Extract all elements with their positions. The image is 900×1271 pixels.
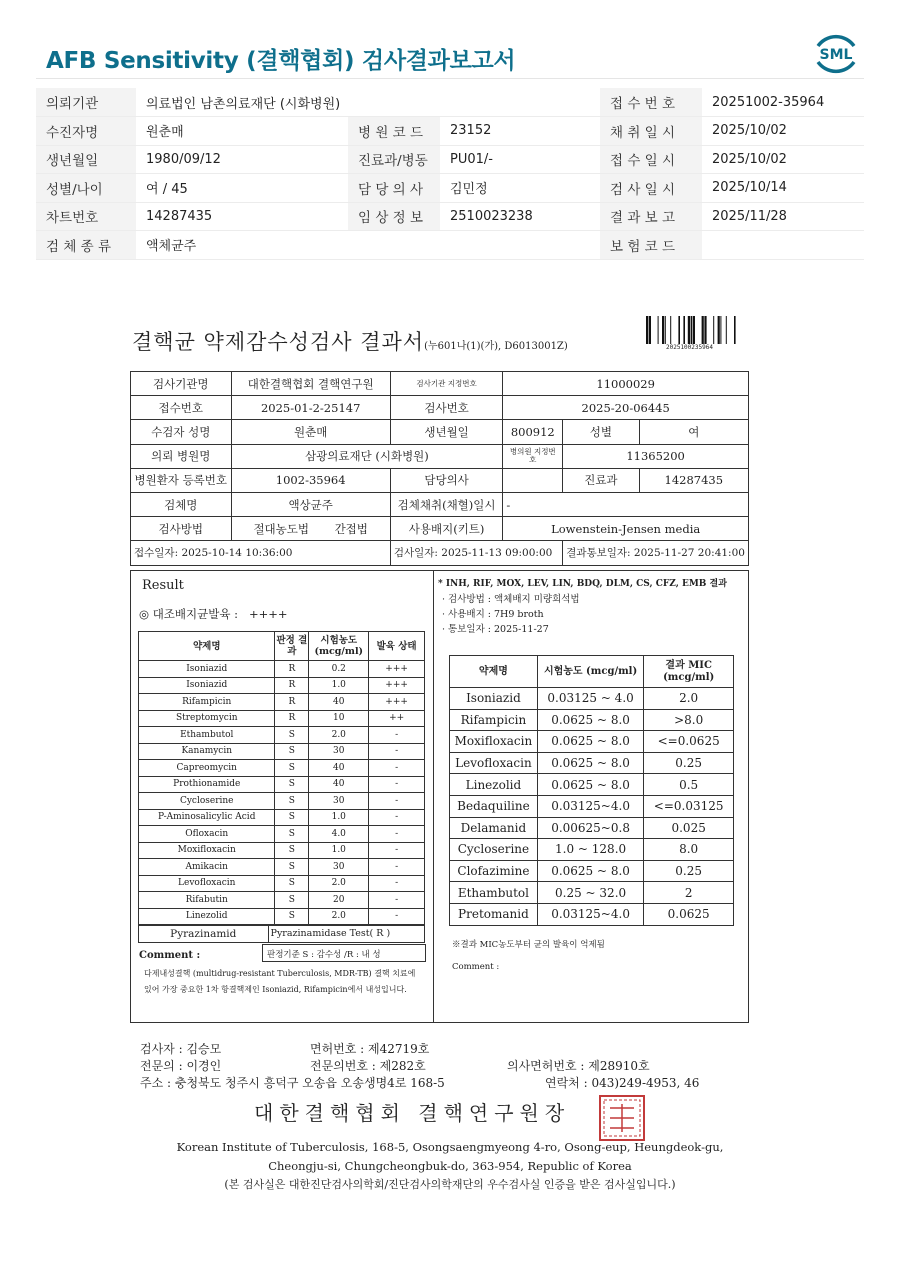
drug-cell: S xyxy=(275,892,309,909)
drug-cell: Amikacin xyxy=(139,859,275,876)
mic-cell: 0.025 xyxy=(644,817,734,839)
mic-row xyxy=(450,774,734,796)
drug-row xyxy=(139,661,425,678)
collect-label: 검체채취(채혈)일시 xyxy=(390,492,503,516)
mic-cell: 1.0 ~ 128.0 xyxy=(537,839,644,861)
drug-cell: - xyxy=(369,793,425,810)
patient-field-label: 수진자명 xyxy=(36,117,136,146)
control-value: ++++ xyxy=(248,607,288,621)
mic-date: · 통보일자 : 2025-11-27 xyxy=(442,624,549,635)
drug-cell: S xyxy=(275,859,309,876)
result-label: Result xyxy=(142,578,184,593)
drug-row xyxy=(139,694,425,711)
drug-cell: Levofloxacin xyxy=(139,875,275,892)
drug-cell: S xyxy=(275,743,309,760)
drug-cell: Moxifloxacin xyxy=(139,842,275,859)
drug-cell: S xyxy=(275,842,309,859)
drug-cell: 2.0 xyxy=(309,727,369,744)
patient-field-label: 성별/나이 xyxy=(36,174,136,203)
drug-cell: - xyxy=(369,892,425,909)
sml-logo xyxy=(808,28,864,78)
patient-field-label: 병 원 코 드 xyxy=(348,117,440,146)
drug-row xyxy=(139,743,425,760)
header-divider xyxy=(36,78,864,79)
doctor-label: 담당의사 xyxy=(390,468,503,492)
mic-row xyxy=(450,882,734,904)
patient-field-label: 진료과/병동 xyxy=(348,145,440,174)
drug-cell: R xyxy=(275,661,309,678)
lab-value: 대한결핵협회 결핵연구원 xyxy=(231,372,390,396)
mic-cell: 0.5 xyxy=(644,774,734,796)
drug-cell: R xyxy=(275,710,309,727)
patient-field-label: 임 상 정 보 xyxy=(348,202,440,231)
mic-header-cell: 시험농도 (mcg/ml) xyxy=(537,656,644,688)
drug-cell: 40 xyxy=(309,760,369,777)
drug-cell: Capreomycin xyxy=(139,760,275,777)
mic-cell: <=0.0625 xyxy=(644,731,734,753)
drug-cell: ++ xyxy=(369,710,425,727)
drug-cell: S xyxy=(275,776,309,793)
drug-cell: Isoniazid xyxy=(139,661,275,678)
patient-field-value: 여 / 45 xyxy=(136,174,348,203)
mic-row xyxy=(450,839,734,861)
drug-cell: - xyxy=(369,776,425,793)
mic-cell: Rifampicin xyxy=(450,709,538,731)
test-no-label: 검사번호 xyxy=(390,396,503,420)
spec-value: 액상균주 xyxy=(231,492,390,516)
barcode-icon xyxy=(646,316,738,344)
drug-row xyxy=(139,677,425,694)
hosp-code-label: 병의원 지정번호 xyxy=(503,444,563,468)
address: 주소 : 충청북도 청주시 흥덕구 오송읍 오송생명4로 168-5 xyxy=(140,1076,445,1090)
patient-field-value: 20251002-35964 xyxy=(702,88,864,117)
patient-field-value: 2025/10/14 xyxy=(702,174,864,203)
mic-cell: 0.0625 ~ 8.0 xyxy=(537,860,644,882)
certification: (본 검사실은 대한진단검사의학회/진단검사의학재단의 우수검사실 인증을 받은 검사실입니다.) xyxy=(224,1178,676,1191)
drug-cell: Kanamycin xyxy=(139,743,275,760)
drug-cell: S xyxy=(275,908,309,925)
mic-header xyxy=(438,577,748,637)
drug-cell: - xyxy=(369,908,425,925)
drug-cell: Ofloxacin xyxy=(139,826,275,843)
name-label: 수검자 성명 xyxy=(131,420,232,444)
reg-label: 병원환자 등록번호 xyxy=(131,468,232,492)
drug-cell: 10 xyxy=(309,710,369,727)
mic-cell: Levofloxacin xyxy=(450,752,538,774)
drug-header-cell: 발육 상태 xyxy=(369,632,425,661)
mic-row xyxy=(450,688,734,710)
mic-cell: <=0.03125 xyxy=(644,795,734,817)
drug-row xyxy=(139,842,425,859)
patient-field-label: 의뢰기관 xyxy=(36,88,136,117)
mic-cell: 0.25 ~ 32.0 xyxy=(537,882,644,904)
patient-field-label: 접 수 일 시 xyxy=(600,145,702,174)
drug-cell: - xyxy=(369,809,425,826)
hosp-value: 삼광의료재단 (시화병원) xyxy=(231,444,503,468)
mic-cell: >8.0 xyxy=(644,709,734,731)
mic-cell: Bedaquiline xyxy=(450,795,538,817)
english-address-2: Cheongju-si, Chungcheongbuk-do, 363-954, Republic of Korea xyxy=(268,1159,632,1173)
lab-label: 검사기관명 xyxy=(131,372,232,396)
mic-header-cell: 약제명 xyxy=(450,656,538,688)
barcode-number: 2025100235964 xyxy=(666,344,713,351)
drug-cell: - xyxy=(369,760,425,777)
drug-row xyxy=(139,793,425,810)
drug-cell: 30 xyxy=(309,793,369,810)
patient-field-value: 14287435 xyxy=(136,202,348,231)
drug-row xyxy=(139,908,425,925)
drug-cell: 4.0 xyxy=(309,826,369,843)
drug-cell: S xyxy=(275,809,309,826)
drug-row xyxy=(139,710,425,727)
patient-field-label: 차트번호 xyxy=(36,202,136,231)
drug-cell: 30 xyxy=(309,743,369,760)
drug-cell: - xyxy=(369,859,425,876)
control-label: ◎ 대조배지균발육 : xyxy=(139,607,238,621)
mic-cell: Isoniazid xyxy=(450,688,538,710)
license1: 면허번호 : 제42719호 xyxy=(310,1042,430,1056)
mic-row xyxy=(450,817,734,839)
drug-cell: 30 xyxy=(309,859,369,876)
pza-table xyxy=(138,925,425,943)
acc-value: 2025-01-2-25147 xyxy=(231,396,390,420)
patient-field-value: 의료법인 남촌의료재단 (시화병원) xyxy=(136,88,600,117)
patient-row xyxy=(36,231,864,260)
mic-head-title: * INH, RIF, MOX, LEV, LIN, BDQ, DLM, CS, CFZ, EMB 결과 xyxy=(438,579,727,589)
mic-table xyxy=(449,655,734,926)
drug-cell: 40 xyxy=(309,694,369,711)
drug-cell: R xyxy=(275,694,309,711)
sex-value: 여 xyxy=(639,420,748,444)
method2: 간접법 xyxy=(334,521,368,536)
patient-row xyxy=(36,145,864,174)
drug-cell: Prothionamide xyxy=(139,776,275,793)
mic-cell: Moxifloxacin xyxy=(450,731,538,753)
drug-cell: - xyxy=(369,842,425,859)
result-divider xyxy=(433,570,434,1023)
doc-title: 결핵균 약제감수성검사 결과서(누601나(1)(가), D6013001Z) xyxy=(132,330,568,354)
patient-field-label: 담 당 의 사 xyxy=(348,174,440,203)
drug-cell: Streptomycin xyxy=(139,710,275,727)
drug-cell: +++ xyxy=(369,661,425,678)
patient-row xyxy=(36,174,864,203)
drug-cell: 1.0 xyxy=(309,677,369,694)
mic-cell: Linezolid xyxy=(450,774,538,796)
patient-info-table xyxy=(36,88,864,260)
drug-table xyxy=(138,631,425,925)
patient-field-value: 원춘매 xyxy=(136,117,348,146)
patient-field-value: 2025/10/02 xyxy=(702,117,864,146)
lab-code-label: 검사기관 지정번호 xyxy=(390,372,503,396)
hosp-code-value: 11365200 xyxy=(563,444,749,468)
patient-field-value: 23152 xyxy=(440,117,600,146)
mic-note: ※결과 MIC농도부터 균의 발육이 억제됨 xyxy=(452,940,605,950)
mic-cell: 0.0625 ~ 8.0 xyxy=(537,774,644,796)
mic-cell: 0.0625 ~ 8.0 xyxy=(537,731,644,753)
license2: 전문의번호 : 제282호 xyxy=(310,1059,426,1073)
patient-row xyxy=(36,202,864,231)
drug-cell: R xyxy=(275,677,309,694)
patient-field-label: 보 험 코 드 xyxy=(600,231,702,260)
patient-field-value: 2025/10/02 xyxy=(702,145,864,174)
dept-label: 진료과 xyxy=(563,468,639,492)
method-value xyxy=(231,517,390,541)
dob-label: 생년월일 xyxy=(390,420,503,444)
drug-header-cell: 시험농도 (mcg/ml) xyxy=(309,632,369,661)
drug-cell: - xyxy=(369,743,425,760)
drug-cell: S xyxy=(275,727,309,744)
medium-label: 사용배지(키트) xyxy=(390,517,503,541)
drug-row xyxy=(139,875,425,892)
hosp-label: 의뢰 병원명 xyxy=(131,444,232,468)
drug-row xyxy=(139,776,425,793)
patient-field-value: 액체균주 xyxy=(136,231,600,260)
mic-header-cell: 결과 MIC (mcg/ml) xyxy=(644,656,734,688)
comment-text: 다제내성결핵 (multidrug-resistant Tuberculosis, MDR-TB) 결핵 치료에 있어 가장 중요한 1차 항결핵제인 Isoniazid, Rifampicin에서 내성입니다. xyxy=(144,969,416,994)
mic-cell: Pretomanid xyxy=(450,903,538,925)
mic-cell: 0.25 xyxy=(644,860,734,882)
mic-cell: 0.03125~4.0 xyxy=(537,795,644,817)
patient-field-label: 결 과 보 고 xyxy=(600,202,702,231)
drug-cell: S xyxy=(275,760,309,777)
report-date: 결과통보일자: 2025-11-27 20:41:00 xyxy=(563,541,749,565)
patient-field-value: 2025/11/28 xyxy=(702,202,864,231)
mic-cell: Delamanid xyxy=(450,817,538,839)
phone: 연락처 : 043)249-4953, 46 xyxy=(545,1076,700,1090)
patient-field-label: 검 체 종 류 xyxy=(36,231,136,260)
patient-row xyxy=(36,117,864,146)
patient-field-label: 접 수 번 호 xyxy=(600,88,702,117)
license3: 의사면허번호 : 제28910호 xyxy=(507,1059,650,1073)
pza-value: Pyrazinamidase Test( R ) xyxy=(268,926,424,943)
control-growth xyxy=(139,606,288,622)
drug-cell: Rifabutin xyxy=(139,892,275,909)
medium-value: Lowenstein-Jensen media xyxy=(503,517,749,541)
drug-cell: - xyxy=(369,826,425,843)
english-address-1: Korean Institute of Tuberculosis, 168-5, Osongsaengmyeong 4-ro, Osong-eup, Heungdeok-gu, xyxy=(176,1140,724,1154)
drug-cell: S xyxy=(275,826,309,843)
drug-cell: 20 xyxy=(309,892,369,909)
sex-label: 성별 xyxy=(563,420,639,444)
test-no-value: 2025-20-06445 xyxy=(503,396,749,420)
pza-label: Pyrazinamid xyxy=(139,926,269,943)
logo-text: SML xyxy=(819,47,853,63)
spec-label: 검체명 xyxy=(131,492,232,516)
mic-cell: 0.0625 ~ 8.0 xyxy=(537,752,644,774)
drug-row xyxy=(139,727,425,744)
mic-cell: Ethambutol xyxy=(450,882,538,904)
drug-header-cell: 판정 결과 xyxy=(275,632,309,661)
mic-cell: 2.0 xyxy=(644,688,734,710)
drug-row xyxy=(139,892,425,909)
patient-field-label: 채 취 일 시 xyxy=(600,117,702,146)
name-value: 원춘매 xyxy=(231,420,390,444)
drug-header-cell: 약제명 xyxy=(139,632,275,661)
drug-cell: +++ xyxy=(369,694,425,711)
mic-cell: Clofazimine xyxy=(450,860,538,882)
report-title: AFB Sensitivity (결핵협회) 검사결과보고서 xyxy=(46,48,516,74)
mic-row xyxy=(450,709,734,731)
mic-cell: Cycloserine xyxy=(450,839,538,861)
patient-field-value: 1980/09/12 xyxy=(136,145,348,174)
patient-row xyxy=(36,88,864,117)
mic-row xyxy=(450,795,734,817)
patient-field-label: 검 사 일 시 xyxy=(600,174,702,203)
patient-field-value: 김민정 xyxy=(440,174,600,203)
recv-date: 접수일자: 2025-10-14 10:36:00 xyxy=(131,541,391,565)
drug-cell: - xyxy=(369,727,425,744)
patient-field-label: 생년월일 xyxy=(36,145,136,174)
mic-cell: 2 xyxy=(644,882,734,904)
mic-cell: 0.0625 xyxy=(644,903,734,925)
doc-title-code: (누601나(1)(가), D6013001Z) xyxy=(424,341,568,352)
reg-value: 1002-35964 xyxy=(231,468,390,492)
mic-medium: · 사용배지 : 7H9 broth xyxy=(442,609,544,620)
dept-value: 14287435 xyxy=(639,468,748,492)
mic-comment: Comment : xyxy=(452,962,500,972)
patient-field-value xyxy=(702,231,864,260)
mic-cell: 8.0 xyxy=(644,839,734,861)
drug-cell: 0.2 xyxy=(309,661,369,678)
mic-row xyxy=(450,860,734,882)
comment-label: Comment : xyxy=(139,950,201,961)
drug-cell: +++ xyxy=(369,677,425,694)
drug-cell: 1.0 xyxy=(309,842,369,859)
patient-field-value: PU01/- xyxy=(440,145,600,174)
drug-cell: 2.0 xyxy=(309,908,369,925)
drug-cell: 40 xyxy=(309,776,369,793)
tester: 검사자 : 김승모 xyxy=(140,1042,222,1056)
acc-label: 접수번호 xyxy=(131,396,232,420)
specialist: 전문의 : 이경인 xyxy=(140,1059,222,1073)
drug-cell: Ethambutol xyxy=(139,727,275,744)
drug-cell: Cycloserine xyxy=(139,793,275,810)
drug-cell: 2.0 xyxy=(309,875,369,892)
test-info-table xyxy=(130,371,749,566)
drug-row xyxy=(139,809,425,826)
collect-value: - xyxy=(503,492,749,516)
mic-cell: 0.25 xyxy=(644,752,734,774)
drug-cell: P-Aminosalicylic Acid xyxy=(139,809,275,826)
drug-row xyxy=(139,826,425,843)
drug-row xyxy=(139,859,425,876)
institute-name: 대한결핵협회 결핵연구원장 xyxy=(254,1101,571,1125)
mic-row xyxy=(450,752,734,774)
doctor-value xyxy=(503,468,563,492)
test-date: 검사일자: 2025-11-13 09:00:00 xyxy=(390,541,562,565)
drug-cell: - xyxy=(369,875,425,892)
method-label: 검사방법 xyxy=(131,517,232,541)
mic-cell: 0.00625~0.8 xyxy=(537,817,644,839)
mic-cell: 0.0625 ~ 8.0 xyxy=(537,709,644,731)
mic-cell: 0.03125~4.0 xyxy=(537,903,644,925)
mic-method: · 검사방법 : 액체배지 미량희석법 xyxy=(442,594,580,605)
drug-cell: Linezolid xyxy=(139,908,275,925)
mic-cell: 0.03125 ~ 4.0 xyxy=(537,688,644,710)
drug-row xyxy=(139,760,425,777)
drug-cell: S xyxy=(275,875,309,892)
official-seal-icon xyxy=(598,1094,646,1142)
drug-cell: 1.0 xyxy=(309,809,369,826)
method1: 절대농도법 xyxy=(253,521,309,536)
drug-cell: S xyxy=(275,793,309,810)
drug-cell: Isoniazid xyxy=(139,677,275,694)
judge-criteria: 판정기준 S : 감수성 /R : 내 성 xyxy=(262,944,426,962)
mic-row xyxy=(450,903,734,925)
dob-value: 800912 xyxy=(503,420,563,444)
mic-row xyxy=(450,731,734,753)
drug-cell: Rifampicin xyxy=(139,694,275,711)
lab-code-value: 11000029 xyxy=(503,372,749,396)
patient-field-value: 2510023238 xyxy=(440,202,600,231)
